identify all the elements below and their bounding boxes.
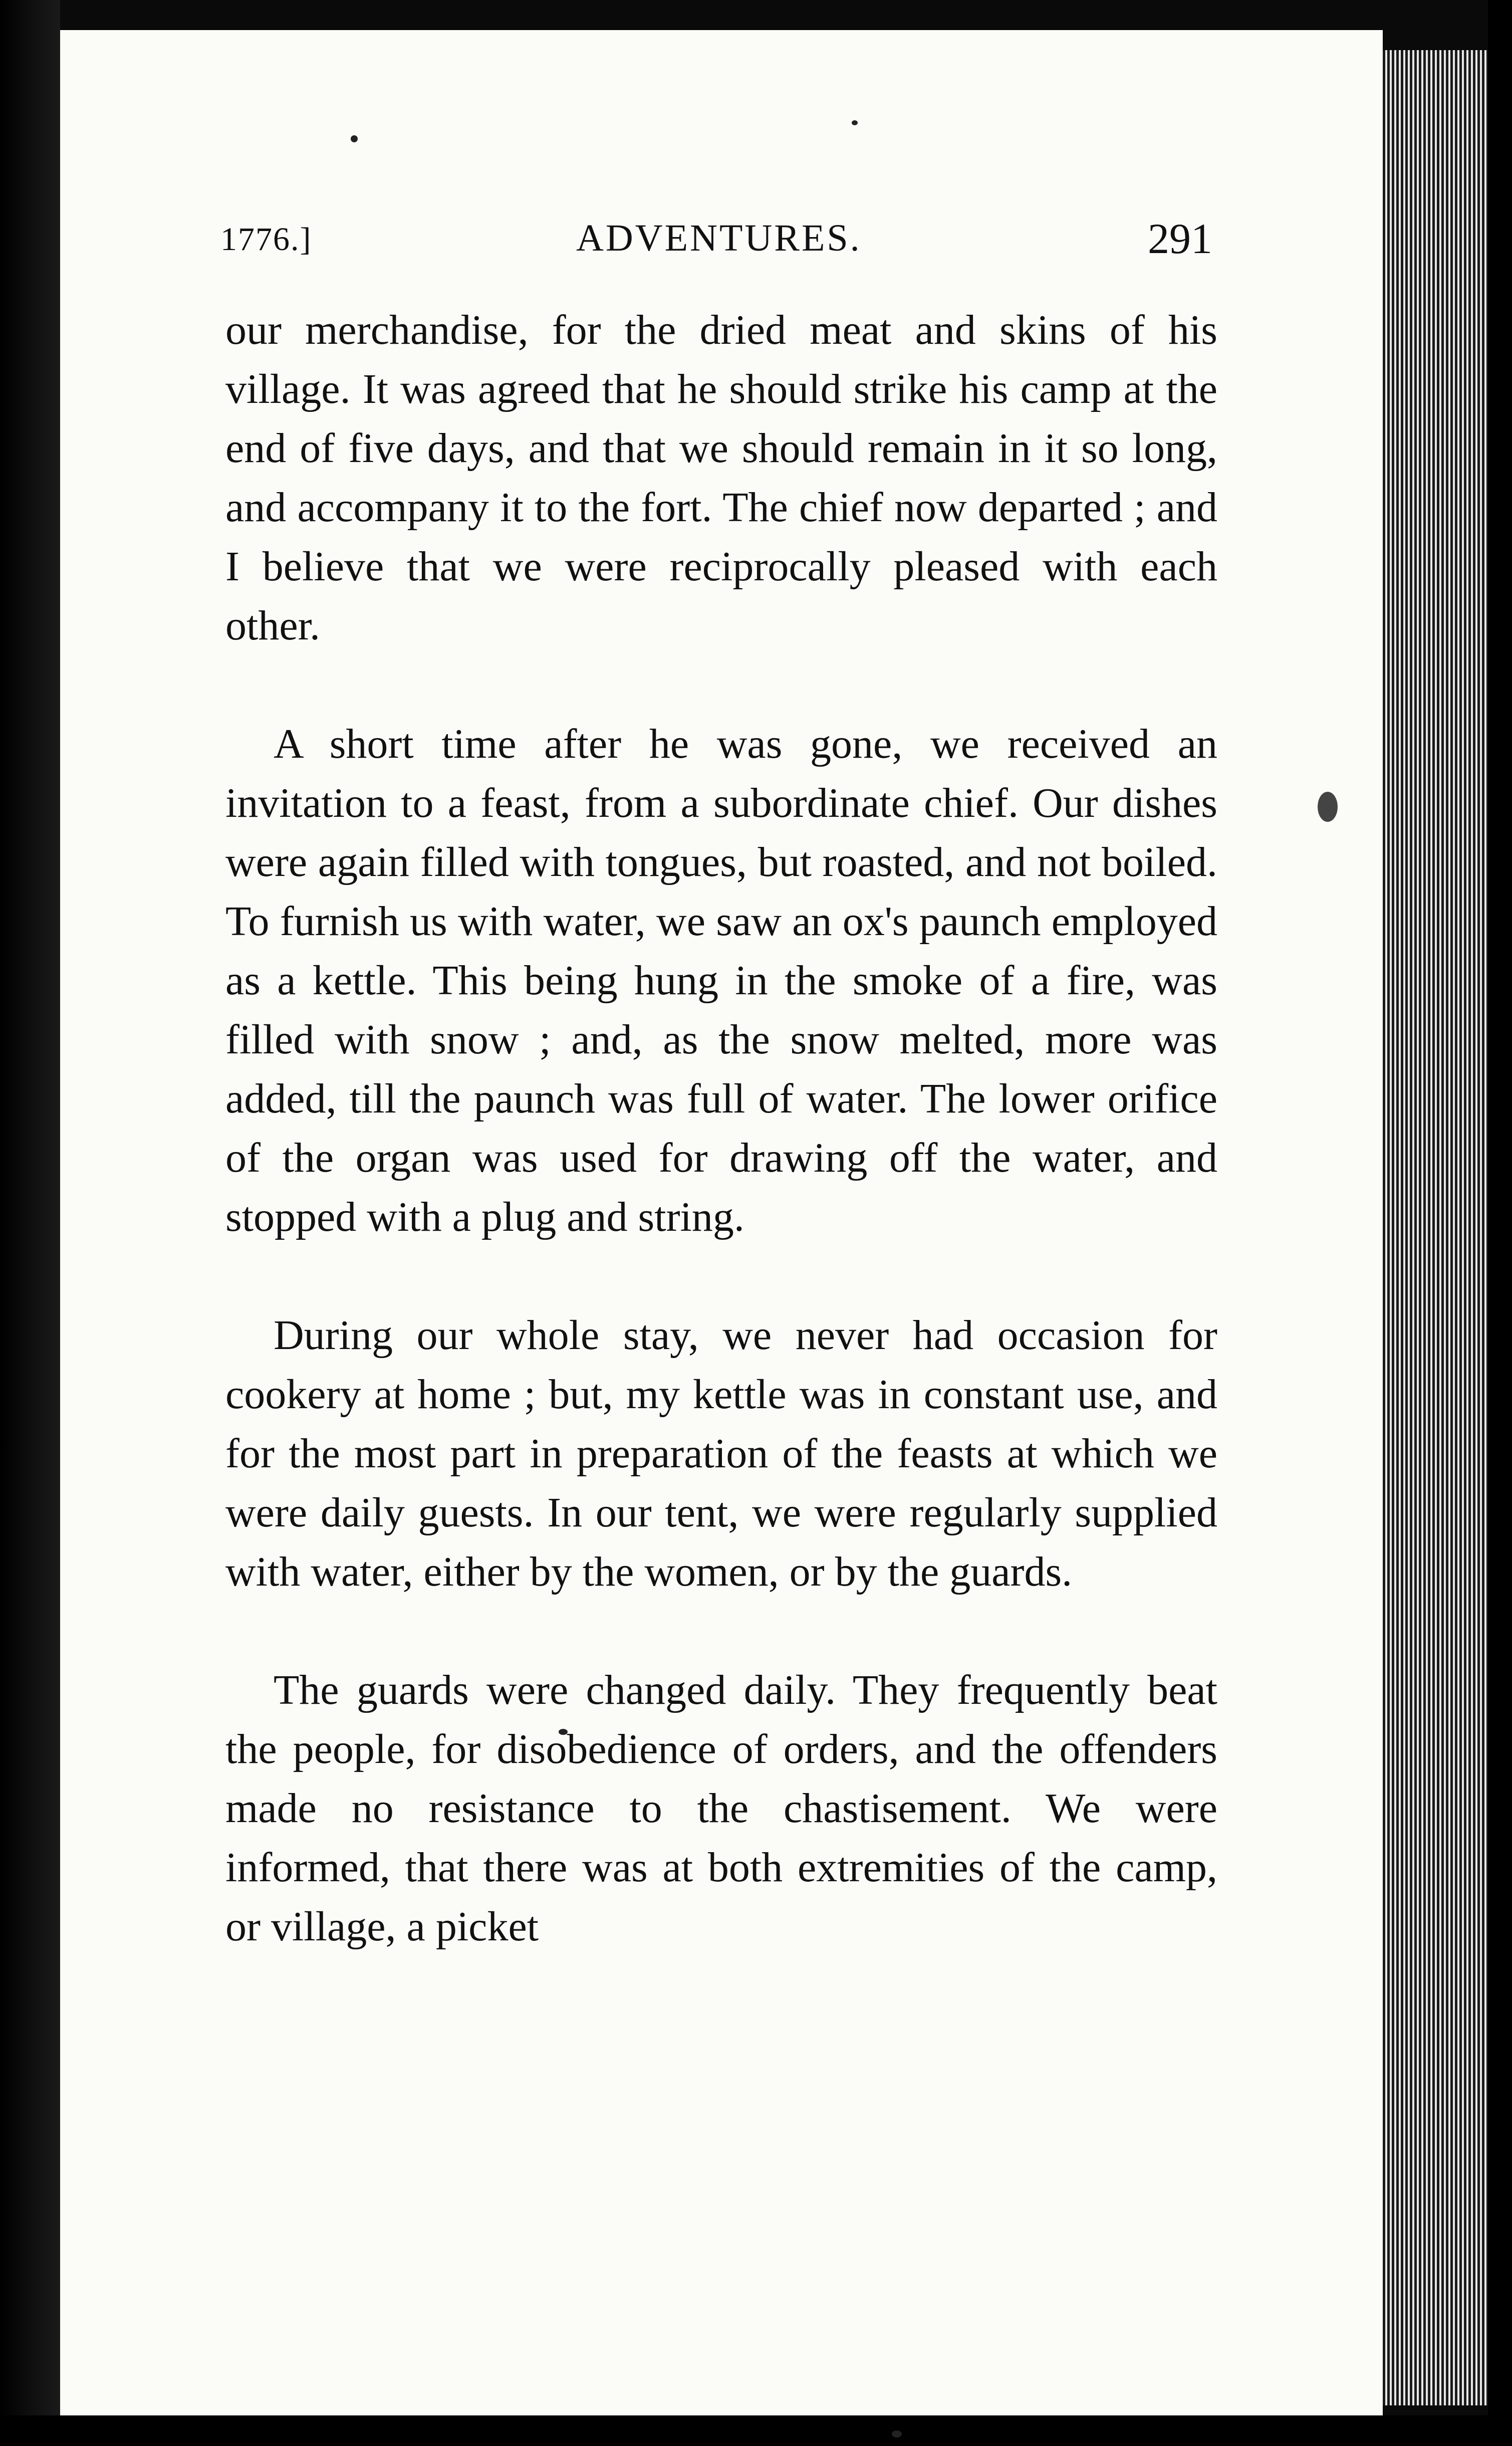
running-head — [165, 210, 1212, 281]
paragraph: The guards were changed daily. They frequently beat the people, for disobedience of orders, and the offenders made no resistance to the chastisement. We were informed, that there was at both extremities of the camp, or village, a picket — [225, 1667, 1217, 1950]
paragraph-continuation: our merchandise, for the dried meat and skins of his village. It was agreed that he should strike his camp at the end of five days, and that we should remain in it so long, and accompany it to the fort. The chief now departed ; and I believe that we were reciprocally pleased with each other. — [225, 307, 1217, 649]
paragraph: During our whole stay, we never had occasion for cookery at home ; but, my kettle was in constant use, and for the most part in preparation of the feasts at which we were daily guests. In our tent, we were regularly supplied with water, either by the women, or by the guards. — [225, 1312, 1217, 1595]
ink-speck — [892, 2430, 902, 2437]
running-head-year: 1776.] — [220, 221, 312, 258]
running-head-title: ADVENTURES. — [576, 217, 862, 259]
scan-border-right — [1488, 0, 1512, 2446]
body-text — [225, 301, 1217, 1956]
page-stack-edge — [1383, 50, 1488, 2405]
ink-speck — [1318, 792, 1338, 822]
binding-shadow — [0, 0, 60, 2446]
scan-border-bottom — [0, 2415, 1512, 2446]
page-number: 291 — [1148, 214, 1212, 263]
ink-speck — [852, 120, 858, 125]
paragraph: A short time after he was gone, we received an invitation to a feast, from a subordinate chief. Our dishes were again filled with tongues, but roasted, and not boiled. To furnish us with water, we saw an ox's paunch employed as a kettle. This being hung in the smoke of a fire, was filled with snow ; and, as the snow melted, more was added, till the paunch was full of water. The lower orifice of the organ was used for drawing off the water, and stopped with a plug and string. — [225, 721, 1217, 1240]
ink-speck — [351, 135, 358, 142]
